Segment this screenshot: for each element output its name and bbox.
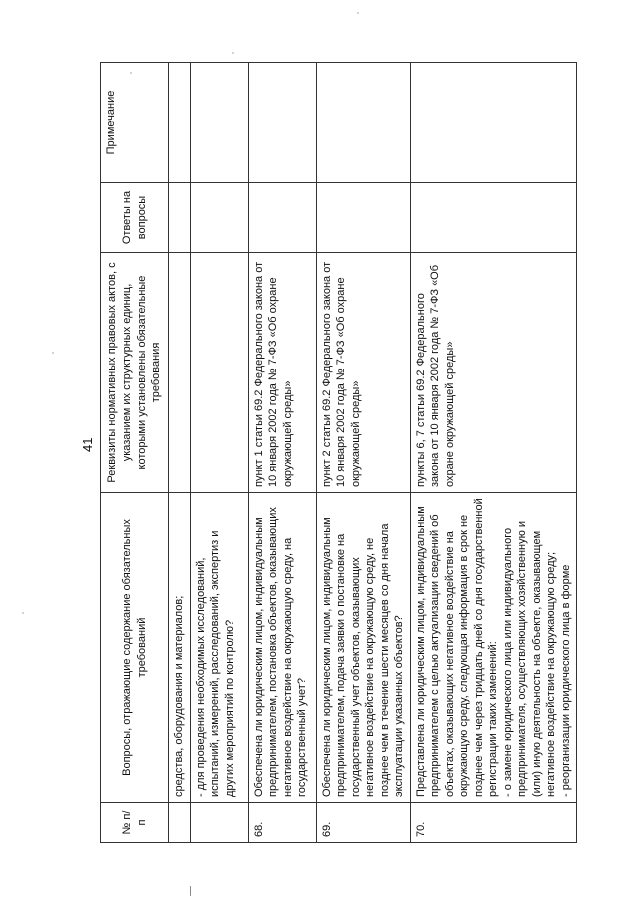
row-note [169, 63, 191, 183]
row-requisites [169, 253, 191, 493]
header-question: Вопросы, отражающие содержание обязательных требований [101, 493, 169, 803]
row-question: Представлена ли юридическим лицом, индивидуальным предпринимателем с целью актуализации сведений об объектах, оказывающих негативное воздействие на окружающую среду, следующая информация в срок не позднее чем через тридцать дней со дня государственной регистрации таких изменений: - о замене юридического лица или индивидуального предпринимателя, осуществляющих хозяйственную и (или) иную деятельность на объекте, оказывающем негативное воздействие на окружающую среду; - реорганизации юридического лица в форме [410, 493, 577, 803]
row-num: 68. [248, 803, 316, 843]
scan-speck [190, 886, 191, 896]
header-note: Примечание [101, 63, 169, 183]
row-answer [248, 183, 316, 253]
table-row [410, 63, 577, 843]
row-answer [316, 183, 410, 253]
row-note [410, 63, 577, 183]
row-num [169, 803, 191, 843]
requirements-table [100, 62, 577, 843]
row-requisites: пункты 6, 7 статьи 69.2 Федерального закона от 10 января 2002 года № 7-ФЗ «Об охране окружающей среды» [410, 253, 577, 493]
table-row [190, 63, 248, 843]
row-num [190, 803, 248, 843]
row-num: 70. [410, 803, 577, 843]
row-answer [169, 183, 191, 253]
row-note [190, 63, 248, 183]
row-note [316, 63, 410, 183]
row-requisites: пункт 2 статьи 69.2 Федерального закона от 10 января 2002 года № 7-ФЗ «Об охране окружающей среды» [316, 253, 410, 493]
row-num: 69. [316, 803, 410, 843]
table-row [316, 63, 410, 843]
header-answers: Ответы на вопросы [101, 183, 169, 253]
scan-speck [232, 52, 234, 54]
scan-speck [130, 72, 132, 74]
table-header-row [101, 63, 169, 843]
page-number: 41 [80, 437, 95, 452]
header-num: № п/п [101, 803, 169, 843]
row-question: средства, оборудования и материалов; [169, 493, 191, 803]
row-requisites: пункт 1 статьи 69.2 Федерального закона от 10 января 2002 года № 7-ФЗ «Об охране окружающей среды» [248, 253, 316, 493]
scan-speck [357, 12, 359, 14]
row-note [248, 63, 316, 183]
rotated-page-content [100, 63, 572, 843]
scan-speck [52, 352, 54, 354]
table-row [169, 63, 191, 843]
row-answer [190, 183, 248, 253]
row-question: - для проведения необходимых исследований, испытаний, измерений, расследований, экспертиз и других мероприятий по контролю? [190, 493, 248, 803]
scan-speck [22, 612, 24, 614]
row-requisites [190, 253, 248, 493]
row-answer [410, 183, 577, 253]
table-row [248, 63, 316, 843]
row-question: Обеспечена ли юридическим лицом, индивидуальным предпринимателем, подача заявки о постановке на государственный учет объектов, оказывающих негативное воздействие на окружающую среду, не позднее чем в течение шести месяцев со дня начала эксплуатации указанных объектов? [316, 493, 410, 803]
row-question: Обеспечена ли юридическим лицом, индивидуальным предпринимателем, постановка объектов, оказывающих негативное воздействие на окружающую среду, на государственный учет? [248, 493, 316, 803]
header-requisites: Реквизиты нормативных правовых актов, с указанием их структурных единиц, которыми установлены обязательные требования [101, 253, 169, 493]
